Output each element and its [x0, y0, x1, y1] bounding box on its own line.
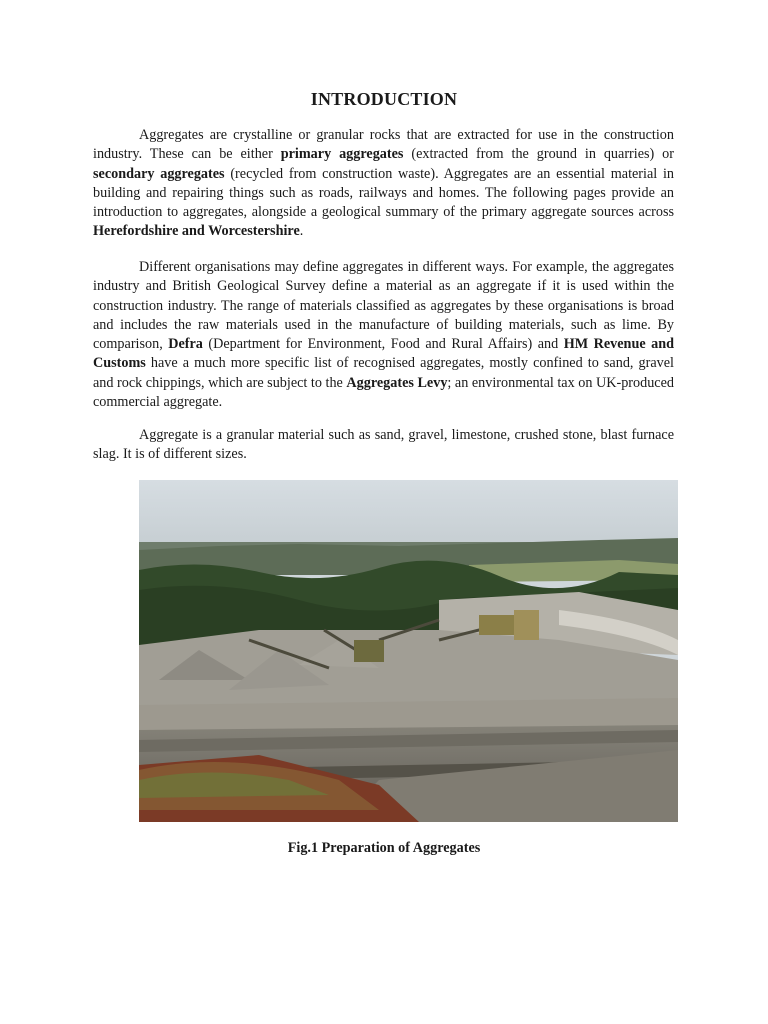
text-run: Aggregate is a granular material such as sand, gravel, limestone, crushed stone, blast furnace slag. It is of different sizes.	[93, 427, 674, 463]
bold-term: Defra	[168, 336, 203, 353]
bold-term: primary aggregates	[280, 146, 404, 163]
bold-term: Herefordshire and Worcestershire	[93, 223, 300, 240]
text-run: .	[299, 223, 304, 240]
text-run: Aggregates are crystalline or granular rocks that are extracted for use in the construction industry. These can be either	[93, 127, 674, 163]
text-run: have a much more specific list of recognised aggregates, mostly confined to sand, gravel and rock chippings, which are subject to the	[93, 355, 674, 391]
bold-term: Aggregates Levy	[346, 374, 448, 391]
text-run: ; an environmental tax on UK-produced commercial aggregate.	[93, 374, 674, 411]
text-run: (extracted from the ground in quarries) or	[403, 146, 674, 163]
quarry-photo	[139, 480, 678, 822]
bold-term: HM Revenue and Customs	[93, 336, 674, 372]
paragraph	[93, 426, 674, 465]
page-title: INTRODUCTION	[310, 89, 458, 109]
paragraph	[93, 126, 674, 242]
text-run: (recycled from construction waste). Aggregates are an essential material in building and repairing things such as roads, railways and homes. The following pages provide an introduction to aggregates, alongside a geological summary of the primary aggregate sources across	[93, 165, 674, 221]
bold-term: secondary aggregates	[93, 165, 225, 182]
paragraph	[93, 258, 674, 412]
figure-caption: Fig.1 Preparation of Aggregates	[287, 840, 481, 856]
text-run: Different organisations may define aggregates in different ways. For example, the aggregates industry and British Geological Survey define a material as an aggregate if it is used within the construction industry. The range of materials classified as aggregates by these organisations is broad and includes the raw materials used in the manufacture of building materials, such as lime. By comparison,	[93, 259, 674, 353]
text-run: (Department for Environment, Food and Rural Affairs) and	[202, 336, 564, 353]
